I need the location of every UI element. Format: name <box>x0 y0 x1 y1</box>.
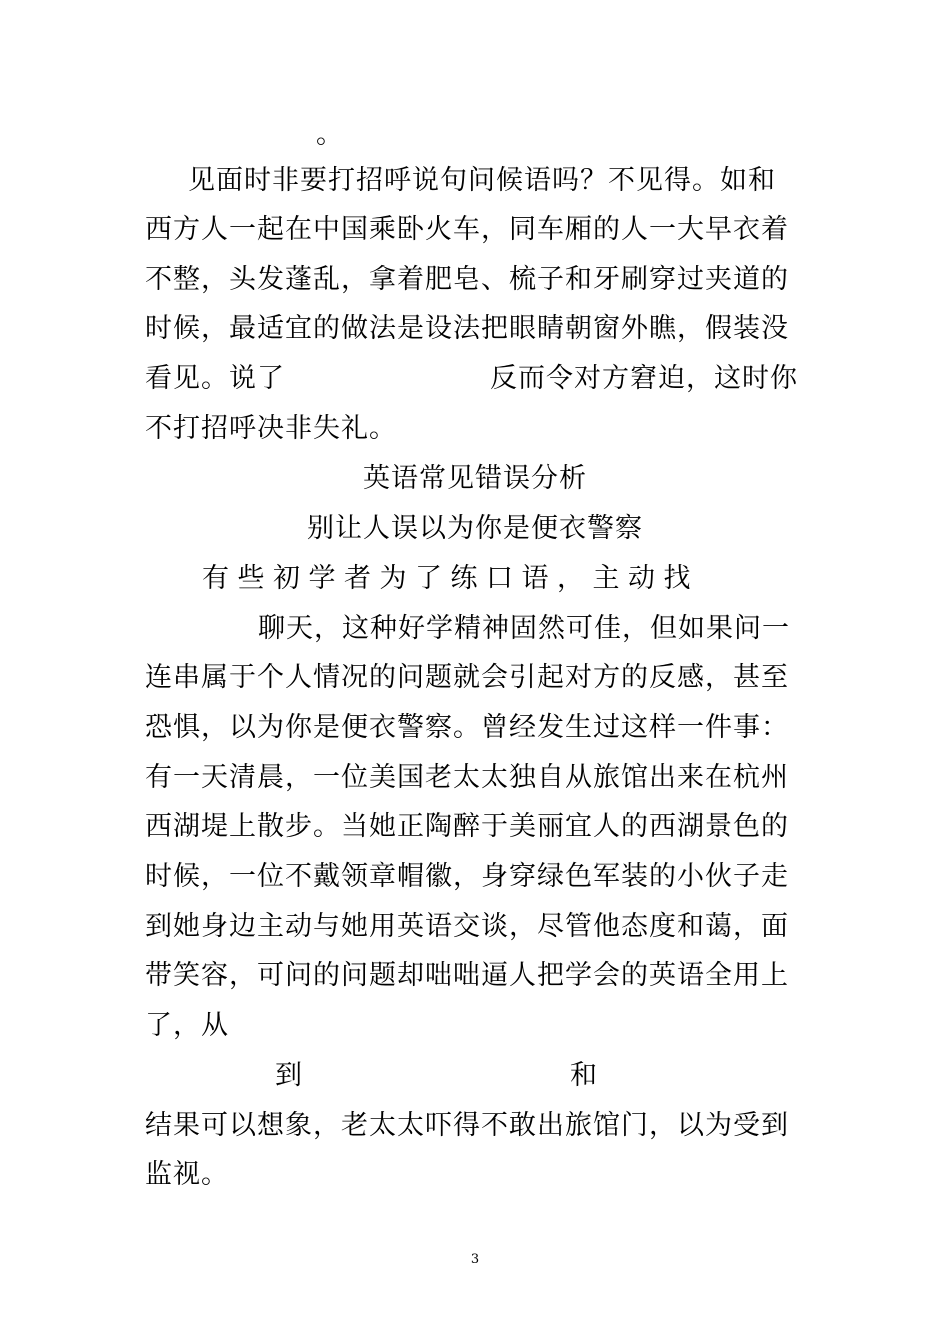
text-line: 结果可以想象，老太太吓得不敢出旅馆门，以为受到 <box>145 1110 789 1141</box>
text-line: 聊天，这种好学精神固然可佳，但如果问一 <box>258 613 790 644</box>
text-line: 连串属于个人情况的问题就会引起对方的反感，甚至 <box>145 662 789 693</box>
text-line: 有一天清晨，一位美国老太太独自从旅馆出来在杭州 <box>145 762 789 793</box>
page-number: 3 <box>470 1252 480 1267</box>
text-line: 有些初学者为了练口语，主动找 <box>202 563 699 594</box>
text-line: 时候，一位不戴领章帽徽，身穿绿色军装的小伙子走 <box>145 861 789 892</box>
text-line: 不整，头发蓬乱，拿着肥皂、梳子和牙刷穿过夹道的 <box>145 264 789 295</box>
text-line: 时候，最适宜的做法是设法把眼睛朝窗外瞧，假装没 <box>145 313 789 344</box>
text-line: 了，从 <box>145 1010 229 1041</box>
word-and: 和 <box>570 1060 598 1091</box>
word-to: 到 <box>275 1060 303 1091</box>
text-line: 反而令对方窘迫，这时你 <box>490 363 798 394</box>
text-line: 见面时非要打招呼说句问候语吗？不见得。如和 <box>188 165 776 196</box>
fragment-period: 。 <box>316 119 344 150</box>
text-line: 不打招呼决非失礼。 <box>145 413 397 444</box>
text-line: 到她身边主动与她用英语交谈，尽管他态度和蔼，面 <box>145 911 789 942</box>
text-line: 西方人一起在中国乘卧火车，同车厢的人一大早衣着 <box>145 214 789 245</box>
text-line: 监视。 <box>145 1159 229 1190</box>
text-line: 看见。说了 <box>145 363 285 394</box>
text-line: 西湖堤上散步。当她正陶醉于美丽宜人的西湖景色的 <box>145 811 789 842</box>
section-title: 英语常见错误分析 <box>363 463 587 494</box>
text-line: 带笑容，可问的问题却咄咄逼人把学会的英语全用上 <box>145 960 789 991</box>
text-line: 恐惧，以为你是便衣警察。曾经发生过这样一件事： <box>145 712 789 743</box>
article-title: 别让人误以为你是便衣警察 <box>307 513 643 544</box>
